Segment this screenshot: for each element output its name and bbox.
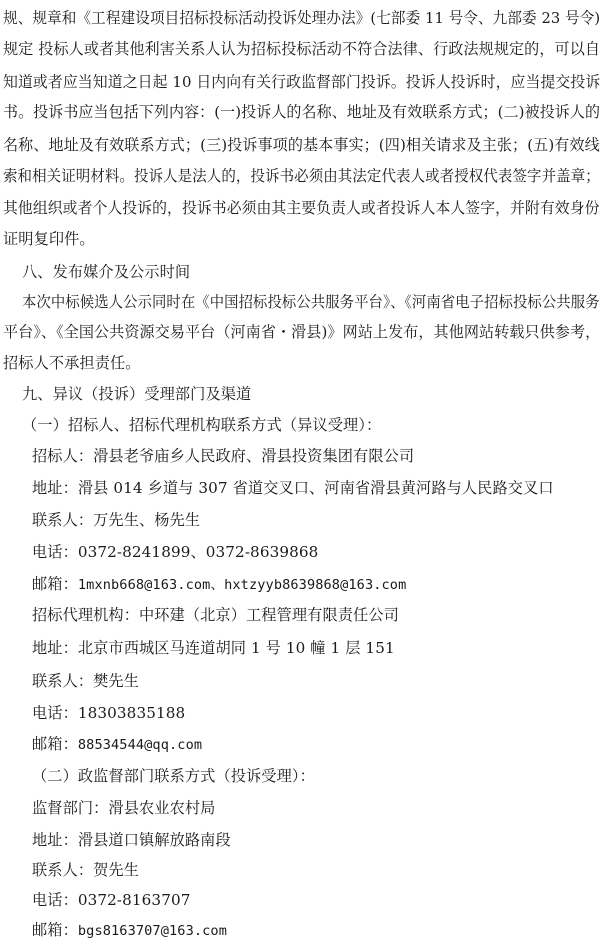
email-value: 88534544@qq.com <box>77 737 203 754</box>
email-value: 1mxnb668@163.com、hxtzyyb8639868@163.com <box>77 576 407 593</box>
email-label: 邮箱： <box>32 921 78 939</box>
complaint-paragraph-line: 规、规章和《工程建设项目招标投标活动投诉处理办法》(七部委 11 号令、九部委 23 号令) <box>3 9 601 27</box>
section-8-heading: 八、发布媒介及公示时间 <box>22 263 191 281</box>
supervisor-contact-line: 联系人：贺先生 <box>32 861 140 880</box>
agency-address-line: 地址：北京市西城区马连道胡同 1 号 10 幢 1 层 151 <box>32 639 395 658</box>
tenderer-phone-line: 电话：0372-8241899、0372-8639868 <box>32 542 319 561</box>
complaint-paragraph-line: 索和相关证明材料。投诉人是法人的，投诉书必须由其法定代表人或者授权代表签字并盖章； <box>3 166 600 185</box>
section-8-body-line: 招标人不承担责任。 <box>3 354 141 373</box>
section-9-heading: 九、异议（投诉）受理部门及渠道 <box>22 385 252 404</box>
complaint-paragraph-line: 证明复印件。 <box>3 230 95 249</box>
email-label: 邮箱： <box>32 735 78 754</box>
tenderer-address-line: 地址：滑县 014 乡道与 307 省道交叉口、河南省滑县黄河路与人民路交叉口 <box>32 478 554 497</box>
section-8-body-line: 平台》、《全国公共资源交易平台（河南省・滑县)》网站上发布，其他网站转载只供参考， <box>3 322 601 341</box>
email-label: 邮箱： <box>32 574 78 593</box>
complaint-paragraph-line: 规定 投标人或者其他利害关系人认为招标投标活动不符合法律、行政法规规定的，可以自 <box>3 39 601 58</box>
tenderer-contact-line: 联系人：万先生、杨先生 <box>32 511 201 530</box>
tenderer-email-line <box>32 574 406 595</box>
complaint-paragraph-line: 名称、地址及有效联系方式；(三)投诉事项的基本事实；(四)相关请求及主张；(五)有效线 <box>3 136 600 154</box>
supervisor-line: 监督部门：滑县农业农村局 <box>32 798 216 817</box>
agency-phone-line: 电话：18303835188 <box>32 703 186 722</box>
agency-contact-line: 联系人：樊先生 <box>32 671 140 690</box>
supervisor-address-line: 地址：滑县道口镇解放路南段 <box>32 830 231 849</box>
complaint-paragraph-line: 书。投诉书应当包括下列内容：(一)投诉人的名称、地址及有效联系方式；(二)被投诉人的 <box>3 103 601 122</box>
supervisor-email-line <box>32 920 227 941</box>
complaint-paragraph-line: 知道或者应当知道之日起 10 日内向有关行政监督部门投诉。投诉人投诉时，应当提交投诉 <box>3 72 601 91</box>
section-8-body-line: 本次中标候选人公示同时在《中国招标投标公共服务平台》、《河南省电子招标投标公共服务 <box>22 292 600 311</box>
agency-email-line <box>32 734 202 755</box>
subsection-1-heading: （一）招标人、招标代理机构联系方式（异议受理）： <box>22 415 382 434</box>
agency-line: 招标代理机构：中环建（北京）工程管理有限责任公司 <box>32 606 399 625</box>
complaint-paragraph-line: 其他组织或者个人投诉的，投诉书必须由其主要负责人或者投诉人本人签字，并附有效身份 <box>3 198 600 217</box>
supervisor-phone-line: 电话：0372-8163707 <box>32 891 191 910</box>
tenderer-line: 招标人：滑县老爷庙乡人民政府、滑县投资集团有限公司 <box>32 446 415 465</box>
subsection-2-heading: （二）政监督部门联系方式（投诉受理）： <box>32 767 315 786</box>
email-value: bgs8163707@163.com <box>77 923 227 939</box>
